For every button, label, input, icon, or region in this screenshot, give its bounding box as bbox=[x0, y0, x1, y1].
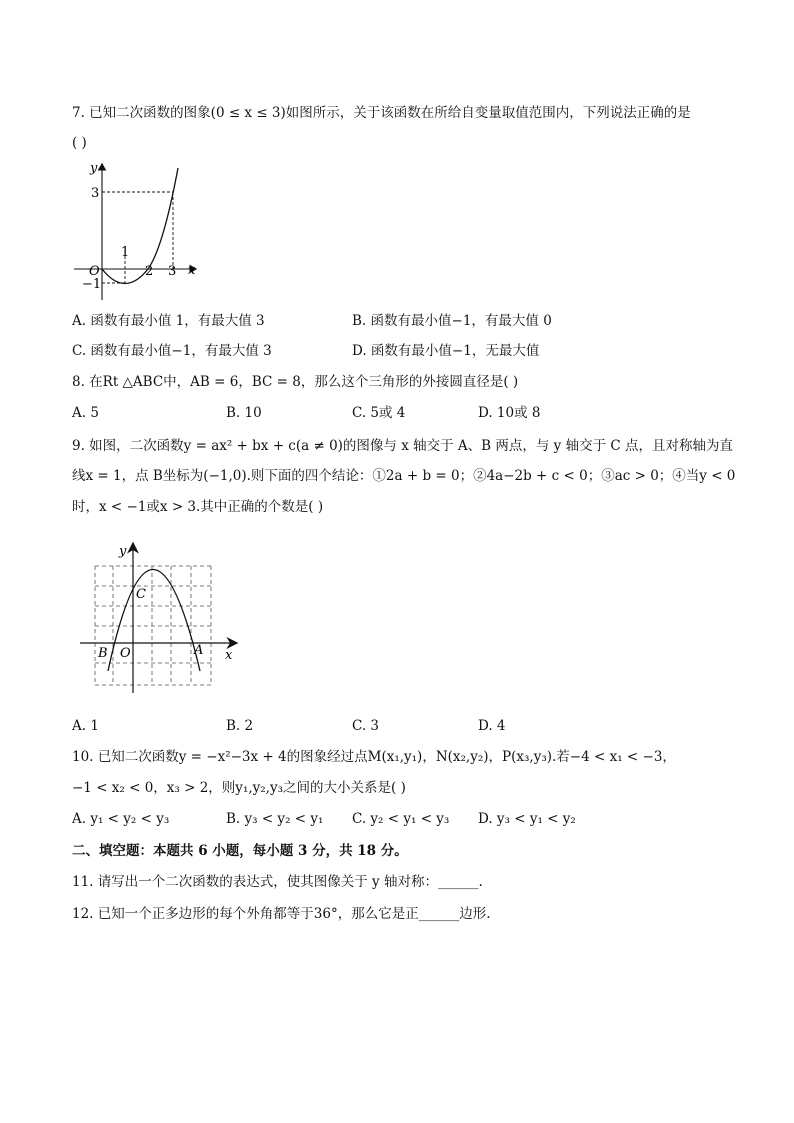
q9-stem-line2: 线x = 1，点 B坐标为(−1,0).则下面的四个结论：①2a + b = 0；②4a−2b + c < 0；③ac > 0；④当y < 0 bbox=[72, 468, 736, 484]
q8-option-b: B. 10 bbox=[226, 405, 262, 421]
q10-option-c: C. y₂ < y₁ < y₃ bbox=[352, 811, 450, 827]
q9-stem-line1: 9. 如图，二次函数y = ax² + bx + c(a ≠ 0)的图像与 x 轴交于 A、B 两点，与 y 轴交于 C 点，且对称轴为直 bbox=[72, 438, 734, 454]
q7-tick-x2: 2 bbox=[145, 264, 154, 279]
q9-point-a-label: A bbox=[194, 643, 204, 658]
q9-stem-line3: 时，x < −1或x > 3.其中正确的个数是( ) bbox=[72, 499, 324, 515]
q9-option-c: C. 3 bbox=[352, 718, 380, 734]
q7-x-label: x bbox=[188, 263, 196, 278]
q9-point-c-label: C bbox=[136, 587, 146, 602]
q9-option-a: A. 1 bbox=[72, 718, 99, 734]
q7-answer-paren: ( ) bbox=[72, 135, 87, 151]
q11-stem: 11. 请写出一个二次函数的表达式，使其图像关于 y 轴对称：______. bbox=[72, 874, 483, 890]
q9-option-d: D. 4 bbox=[478, 718, 506, 734]
q8-option-a: A. 5 bbox=[72, 405, 99, 421]
q9-figure bbox=[78, 538, 248, 698]
q9-option-b: B. 2 bbox=[226, 718, 254, 734]
q9-origin-label: O bbox=[120, 646, 131, 661]
q7-option-d: D. 函数有最小值−1，无最大值 bbox=[352, 343, 540, 359]
q9-y-label: y bbox=[119, 544, 127, 559]
q7-stem: 7. 已知二次函数的图象(0 ≤ x ≤ 3)如图所示，关于该函数在所给自变量取值范围内，下列说法正确的是 bbox=[72, 105, 691, 121]
q7-figure bbox=[68, 158, 208, 308]
q9-grid bbox=[95, 566, 211, 685]
q10-option-a: A. y₁ < y₂ < y₃ bbox=[72, 811, 170, 827]
q7-option-b: B. 函数有最小值−1，有最大值 0 bbox=[352, 313, 552, 329]
q12-stem: 12. 已知一个正多边形的每个外角都等于36°，那么它是正______边形. bbox=[72, 906, 491, 922]
q8-option-c: C. 5或 4 bbox=[352, 405, 406, 421]
q7-option-c: C. 函数有最小值−1，有最大值 3 bbox=[72, 343, 272, 359]
q10-option-d: D. y₃ < y₁ < y₂ bbox=[478, 811, 576, 827]
q7-tick-ym1: −1 bbox=[82, 277, 102, 292]
q10-stem-line1: 10. 已知二次函数y = −x²−3x + 4的图象经过点M(x₁,y₁)，N(x₂,y₂)，P(x₃,y₃).若−4 < x₁ < −3， bbox=[72, 749, 676, 765]
q7-y-label: y bbox=[90, 161, 98, 176]
q7-option-a: A. 函数有最小值 1，有最大值 3 bbox=[72, 313, 265, 329]
q7-tick-x3: 3 bbox=[168, 264, 177, 279]
q7-origin-label: O bbox=[89, 264, 100, 279]
q8-stem: 8. 在Rt △ABC中，AB = 6，BC = 8，那么这个三角形的外接圆直径是( ) bbox=[72, 374, 519, 390]
q10-option-b: B. y₃ < y₂ < y₁ bbox=[226, 811, 324, 827]
q10-stem-line2: −1 < x₂ < 0，x₃ > 2，则y₁,y₂,y₃之间的大小关系是( ) bbox=[72, 780, 406, 796]
q9-point-b-label: B bbox=[98, 646, 108, 661]
q7-tick-y3: 3 bbox=[91, 186, 100, 201]
q9-x-label: x bbox=[225, 648, 233, 663]
section-2-heading: 二、填空题：本题共 6 小题，每小题 3 分，共 18 分。 bbox=[72, 843, 408, 859]
q8-option-d: D. 10或 8 bbox=[478, 405, 541, 421]
q7-parabola bbox=[102, 168, 178, 284]
q7-tick-x1: 1 bbox=[121, 245, 130, 260]
